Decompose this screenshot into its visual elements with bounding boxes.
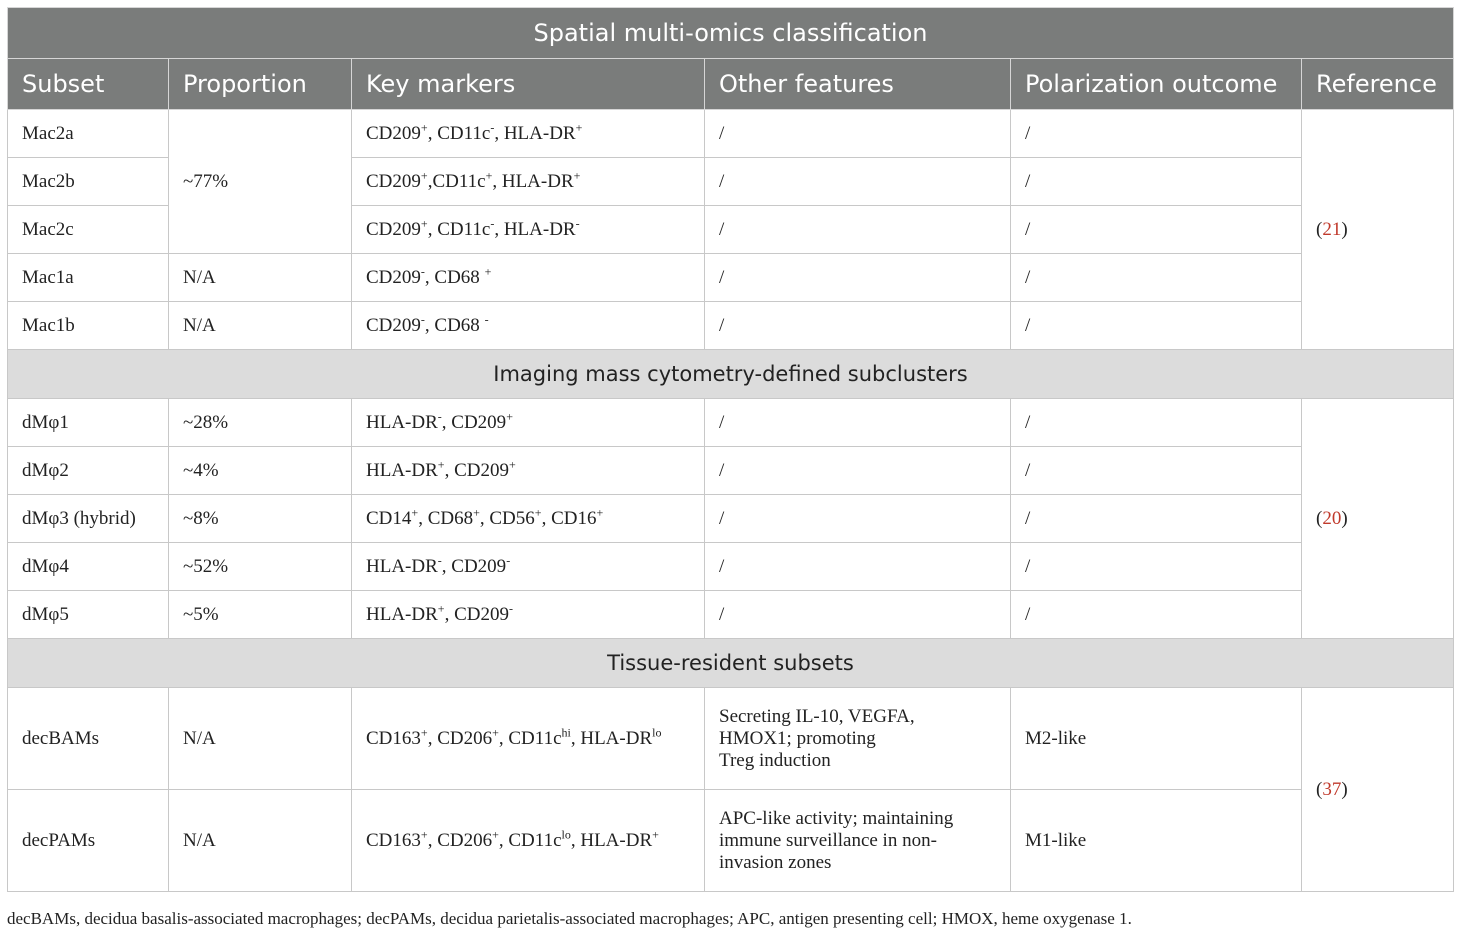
other-features-line: HMOX1; promoting <box>719 727 876 749</box>
marker-text: , CD206 <box>427 829 493 851</box>
marker-sign: - <box>575 216 580 231</box>
marker-text: , CD68 <box>418 507 474 529</box>
marker-sign: + <box>534 505 542 520</box>
marker-text: , CD56 <box>479 507 535 529</box>
cell-subset: Mac2a <box>8 110 169 158</box>
cell-proportion: ~4% <box>169 447 352 495</box>
marker-sign: - <box>420 312 425 327</box>
marker-text: , CD11c <box>498 829 562 851</box>
cell-reference: (21) <box>1302 110 1454 350</box>
cell-subset: Mac2c <box>8 206 169 254</box>
cell-subset: dMφ5 <box>8 591 169 639</box>
reference-link[interactable]: 37 <box>1322 778 1342 800</box>
other-features-line: invasion zones <box>719 851 832 873</box>
marker-sign: + <box>420 827 428 842</box>
marker-sign: + <box>437 601 445 616</box>
marker-text: HLA-DR <box>366 603 438 625</box>
cell-proportion: ~28% <box>169 399 352 447</box>
cell-polarization-outcome: M1-like <box>1011 790 1302 892</box>
table-row <box>8 790 1454 892</box>
cell-subset: dMφ2 <box>8 447 169 495</box>
header-other-features: Other features <box>705 59 1011 110</box>
cell-subset: decPAMs <box>8 790 169 892</box>
cell-polarization-outcome: / <box>1011 495 1302 543</box>
cell-key-markers <box>352 254 705 302</box>
marker-text: , CD11c <box>427 218 491 240</box>
marker-sign: + <box>420 168 428 183</box>
marker-text: CD14 <box>366 507 412 529</box>
cell-subset: dMφ1 <box>8 399 169 447</box>
cell-key-markers <box>352 591 705 639</box>
header-subset: Subset <box>8 59 169 110</box>
marker-sign: hi <box>561 725 571 740</box>
cell-subset: Mac1a <box>8 254 169 302</box>
cell-proportion: ~5% <box>169 591 352 639</box>
marker-text: , CD209 <box>441 411 507 433</box>
cell-key-markers <box>352 158 705 206</box>
cell-other-features: / <box>705 110 1011 158</box>
cell-key-markers <box>352 302 705 350</box>
table-row <box>8 302 1454 350</box>
cell-key-markers <box>352 790 705 892</box>
marker-text: CD209 <box>366 170 421 192</box>
section-title-spatial: Spatial multi-omics classification <box>8 8 1454 59</box>
marker-text: , HLA-DR <box>570 727 653 749</box>
cell-proportion: ~8% <box>169 495 352 543</box>
marker-text: , CD11c <box>427 122 491 144</box>
cell-polarization-outcome: / <box>1011 158 1302 206</box>
marker-text: , HLA-DR <box>570 829 653 851</box>
marker-text: , HLA-DR <box>492 170 574 192</box>
marker-text: , CD68 <box>424 266 485 288</box>
marker-text: , HLA-DR <box>494 122 576 144</box>
cell-other-features: / <box>705 302 1011 350</box>
marker-sign: lo <box>561 827 571 842</box>
marker-sign: - <box>484 312 489 327</box>
marker-text: , CD68 <box>424 314 485 336</box>
marker-sign: + <box>411 505 419 520</box>
cell-polarization-outcome: / <box>1011 254 1302 302</box>
cell-other-features: / <box>705 254 1011 302</box>
cell-subset: Mac1b <box>8 302 169 350</box>
marker-sign: + <box>420 216 428 231</box>
cell-polarization-outcome: / <box>1011 543 1302 591</box>
section-header-row <box>8 350 1454 399</box>
marker-sign: + <box>420 725 428 740</box>
macrophage-subsets-table <box>7 7 1454 892</box>
other-features-line: Secreting IL-10, VEGFA, <box>719 705 915 727</box>
marker-sign: + <box>420 120 428 135</box>
cell-other-features: / <box>705 543 1011 591</box>
cell-polarization-outcome: / <box>1011 399 1302 447</box>
cell-polarization-outcome: / <box>1011 110 1302 158</box>
cell-other-features: / <box>705 399 1011 447</box>
section-header-row <box>8 639 1454 688</box>
cell-polarization-outcome: / <box>1011 447 1302 495</box>
cell-key-markers <box>352 495 705 543</box>
marker-text: , CD209 <box>441 555 507 577</box>
cell-key-markers <box>352 110 705 158</box>
marker-sign: - <box>490 216 495 231</box>
cell-proportion-merged: ~77% <box>169 110 352 254</box>
marker-sign: + <box>573 168 581 183</box>
marker-text: CD163 <box>366 829 421 851</box>
marker-text: , CD209 <box>444 459 509 481</box>
marker-sign: + <box>492 725 499 740</box>
cell-other-features: / <box>705 158 1011 206</box>
cell-reference: (20) <box>1302 399 1454 639</box>
header-polarization-outcome: Polarization outcome <box>1011 59 1302 110</box>
marker-text: , HLA-DR <box>494 218 576 240</box>
table-row <box>8 543 1454 591</box>
marker-sign: - <box>508 601 513 616</box>
marker-sign: + <box>652 827 659 842</box>
cell-key-markers <box>352 688 705 790</box>
cell-reference: (37) <box>1302 688 1454 892</box>
cell-polarization-outcome: / <box>1011 591 1302 639</box>
marker-sign: + <box>508 457 516 472</box>
cell-proportion: N/A <box>169 254 352 302</box>
marker-text: CD209 <box>366 218 421 240</box>
header-key-markers: Key markers <box>352 59 705 110</box>
cell-subset: Mac2b <box>8 158 169 206</box>
cell-key-markers <box>352 206 705 254</box>
marker-text: CD209 <box>366 314 421 336</box>
cell-other-features <box>705 790 1011 892</box>
marker-text: , CD206 <box>427 727 493 749</box>
cell-key-markers <box>352 447 705 495</box>
marker-sign: + <box>596 505 604 520</box>
other-features-line: immune surveillance in non- <box>719 829 937 851</box>
cell-polarization-outcome: / <box>1011 206 1302 254</box>
cell-subset: decBAMs <box>8 688 169 790</box>
cell-proportion: N/A <box>169 302 352 350</box>
cell-subset: dMφ4 <box>8 543 169 591</box>
marker-sign: - <box>506 553 511 568</box>
marker-sign: + <box>473 505 480 520</box>
cell-proportion: N/A <box>169 688 352 790</box>
header-proportion: Proportion <box>169 59 352 110</box>
cell-key-markers <box>352 399 705 447</box>
cell-key-markers <box>352 543 705 591</box>
marker-text: CD209 <box>366 122 421 144</box>
table-row <box>8 495 1454 543</box>
marker-sign: - <box>437 409 442 424</box>
table-footnote: decBAMs, decidua basalis-associated macrophages; decPAMs, decidua parietalis-associated macrophages; APC, antigen presenting cell; HMOX, heme oxygenase 1. <box>7 909 1132 928</box>
header-reference: Reference <box>1302 59 1454 110</box>
other-features-line: APC-like activity; maintaining <box>719 807 954 829</box>
marker-sign: + <box>575 120 583 135</box>
table-row <box>8 110 1454 158</box>
section-title: Imaging mass cytometry-defined subclusters <box>8 350 1454 399</box>
reference-link[interactable]: 21 <box>1322 218 1342 240</box>
marker-sign: + <box>484 264 492 279</box>
cell-other-features: / <box>705 591 1011 639</box>
marker-text: , CD209 <box>444 603 509 625</box>
cell-other-features: / <box>705 447 1011 495</box>
marker-sign: + <box>437 457 445 472</box>
table-row <box>8 447 1454 495</box>
marker-text: HLA-DR <box>366 555 438 577</box>
marker-text: HLA-DR <box>366 411 438 433</box>
table-row <box>8 591 1454 639</box>
marker-text: CD209 <box>366 266 421 288</box>
marker-sign: - <box>420 264 425 279</box>
cell-polarization-outcome: M2-like <box>1011 688 1302 790</box>
marker-sign: - <box>490 120 495 135</box>
marker-sign: - <box>437 553 442 568</box>
cell-other-features <box>705 688 1011 790</box>
marker-text: HLA-DR <box>366 459 438 481</box>
cell-other-features: / <box>705 495 1011 543</box>
marker-sign: + <box>485 168 493 183</box>
marker-sign: lo <box>652 725 662 740</box>
marker-text: , CD11c <box>498 727 562 749</box>
marker-sign: + <box>492 827 499 842</box>
cell-other-features: / <box>705 206 1011 254</box>
table-row <box>8 688 1454 790</box>
cell-proportion: ~52% <box>169 543 352 591</box>
table-row <box>8 254 1454 302</box>
cell-polarization-outcome: / <box>1011 302 1302 350</box>
table-container <box>7 7 1453 892</box>
reference-link[interactable]: 20 <box>1322 507 1342 529</box>
cell-subset: dMφ3 (hybrid) <box>8 495 169 543</box>
section-title: Tissue-resident subsets <box>8 639 1454 688</box>
table-row <box>8 399 1454 447</box>
cell-proportion: N/A <box>169 790 352 892</box>
marker-text: ,CD11c <box>427 170 486 192</box>
other-features-line: Treg induction <box>719 749 831 771</box>
marker-text: CD163 <box>366 727 421 749</box>
marker-sign: + <box>506 409 513 424</box>
marker-text: , CD16 <box>541 507 597 529</box>
